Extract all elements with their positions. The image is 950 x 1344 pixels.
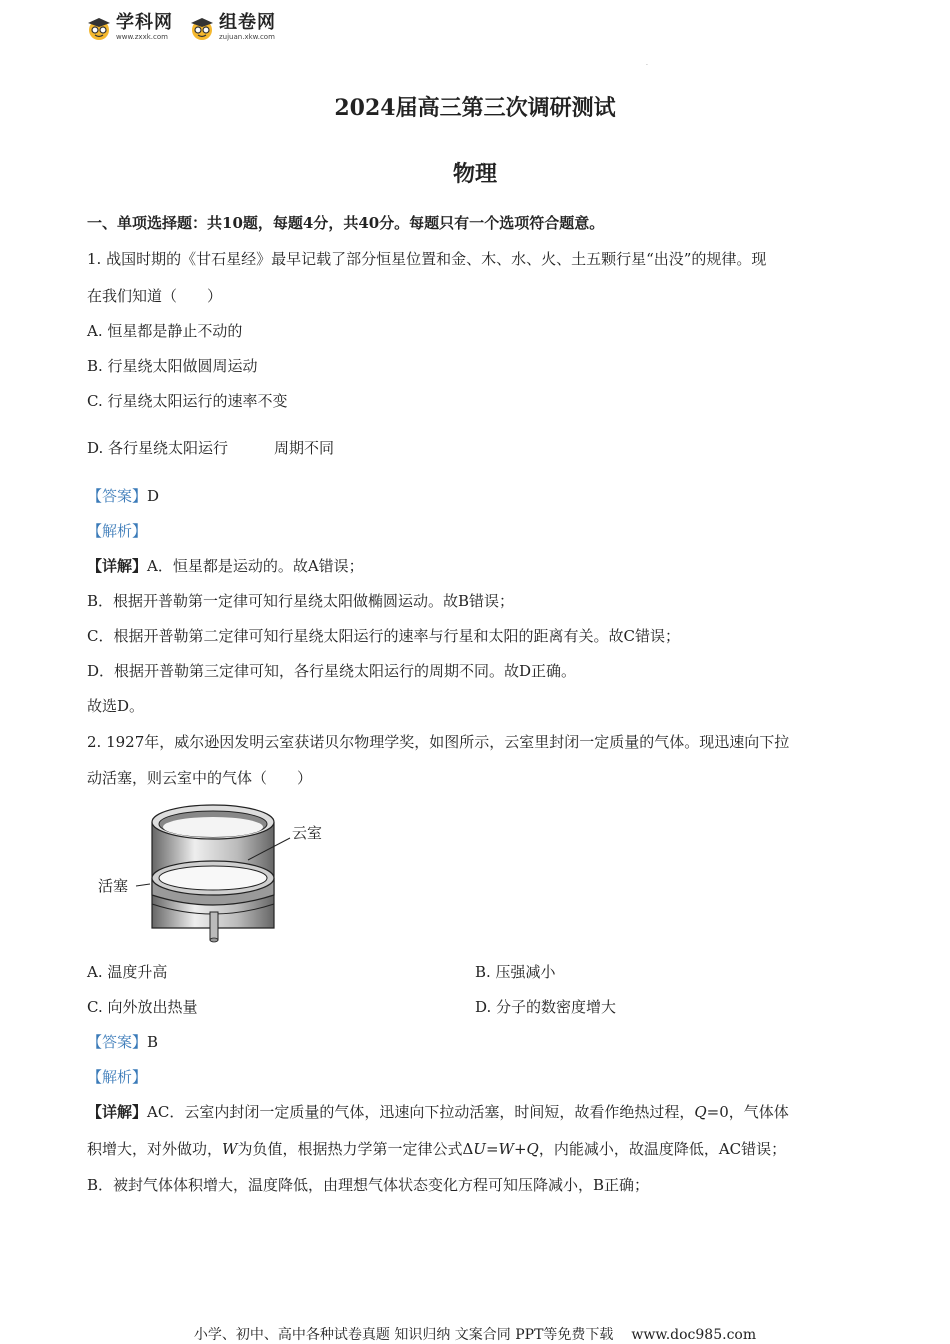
label-piston: 活塞 xyxy=(98,877,129,895)
detail-text: 为负值，根据热力学第一定律公式Δ xyxy=(237,1140,474,1158)
answer-tag: 【答案】 xyxy=(87,1033,148,1051)
detail-text: A．恒星都是运动的。故A错误； xyxy=(147,557,364,575)
section-heading: 一、单项选择题：共10题，每题4分，共40分。每题只有一个选项符合题意。 xyxy=(87,214,605,232)
q1-detail-2: B．根据开普勒第一定律可知行星绕太阳做椭圆运动。故B错误； xyxy=(87,592,515,610)
header-logos xyxy=(86,14,276,41)
detail-text: =0，气体体 xyxy=(706,1103,789,1121)
q2-detail-3: B．被封气体体积增大，温度降低，由理想气体状态变化方程可知压降减小，B正确； xyxy=(87,1176,650,1194)
q2-option-d: D. 分子的数密度增大 xyxy=(475,998,617,1016)
detail-tag: 【详解】 xyxy=(87,557,148,575)
subject-title: 物理 xyxy=(452,161,497,187)
plus-sign: + xyxy=(513,1140,527,1158)
page-footer xyxy=(0,1324,950,1344)
detail-text: ，内能减小，故温度降低，AC错误； xyxy=(538,1140,787,1158)
q1-detail-3: C．根据开普勒第二定律可知行星绕太阳运行的速率与行星和太阳的距离有关。故C错误； xyxy=(87,627,680,645)
answer-value: D xyxy=(147,487,160,505)
logo-url: zujuan.xkw.com xyxy=(219,33,275,41)
page-title: 2024届高三第三次调研测试 xyxy=(334,95,616,121)
decor-dot: . xyxy=(646,60,648,67)
q1-option-c: C. 行星绕太阳运行的速率不变 xyxy=(87,392,288,410)
var-q: Q xyxy=(526,1140,539,1158)
label-chamber: 云室 xyxy=(292,824,323,842)
var-q: Q xyxy=(694,1103,707,1121)
equals-sign: = xyxy=(485,1140,499,1158)
q2-stem-line2: 动活塞，则云室中的气体（ ） xyxy=(87,769,313,787)
logo-zujuan[interactable] xyxy=(189,14,276,41)
detail-text: AC．云室内封闭一定质量的气体，迅速向下拉动活塞，时间短，故看作绝热过程， xyxy=(147,1103,695,1121)
logo-url: www.zxxk.com xyxy=(116,33,168,41)
q1-option-d xyxy=(87,437,334,458)
q1-option-a: A. 恒星都是静止不动的 xyxy=(87,322,243,340)
q2-analysis-tag: 【解析】 xyxy=(87,1068,148,1086)
q2-detail-2 xyxy=(87,1138,786,1159)
mascot-icon xyxy=(86,15,112,41)
logo-name: 学科网 xyxy=(116,12,173,33)
q2-option-b: B. 压强减小 xyxy=(475,963,556,981)
answer-value: B xyxy=(147,1033,159,1051)
q2-stem-line1: 2. 1927年，威尔逊因发明云室获诺贝尔物理学奖，如图所示，云室里封闭一定质量的气体。现迅速向下拉 xyxy=(87,733,790,751)
answer-tag: 【答案】 xyxy=(87,487,148,505)
q2-answer xyxy=(87,1031,158,1052)
q1-detail-5: 故选D。 xyxy=(87,697,145,715)
logo-zxxk[interactable] xyxy=(86,14,173,41)
q1-detail-1 xyxy=(87,555,364,576)
q1-detail-4: D．根据开普勒第三定律可知，各行星绕太阳运行的周期不同。故D正确。 xyxy=(87,662,577,680)
q1-stem-line1: 1. 战国时期的《甘石星经》最早记载了部分恒星位置和金、木、水、火、土五颗行星“出没”的规律。现 xyxy=(87,250,767,268)
q1-answer xyxy=(87,485,159,506)
footer-text: 小学、初中、高中各种试卷真题 知识归纳 文案合同 PPT等免费下载 xyxy=(193,1327,614,1343)
var-w: W xyxy=(222,1140,238,1158)
footer-link[interactable]: www.doc985.com xyxy=(631,1327,757,1343)
q2-option-a: A. 温度升高 xyxy=(87,963,168,981)
detail-tag: 【详解】 xyxy=(87,1103,148,1121)
q1-option-b: B. 行星绕太阳做圆周运动 xyxy=(87,357,258,375)
q1-analysis-tag: 【解析】 xyxy=(87,522,148,540)
var-w: W xyxy=(498,1140,514,1158)
q1-stem-line2: 在我们知道（ ） xyxy=(87,287,223,305)
detail-text: 积增大，对外做功， xyxy=(87,1140,223,1158)
logo-name: 组卷网 xyxy=(219,12,276,33)
cloud-chamber-figure xyxy=(98,800,338,950)
q1-option-d-part2: 周期不同 xyxy=(274,439,335,457)
mascot-icon xyxy=(189,15,215,41)
q1-option-d-part1: D. 各行星绕太阳运行 xyxy=(87,439,229,457)
var-u: U xyxy=(473,1140,486,1158)
q2-detail-1 xyxy=(87,1101,789,1122)
q2-option-c: C. 向外放出热量 xyxy=(87,998,198,1016)
